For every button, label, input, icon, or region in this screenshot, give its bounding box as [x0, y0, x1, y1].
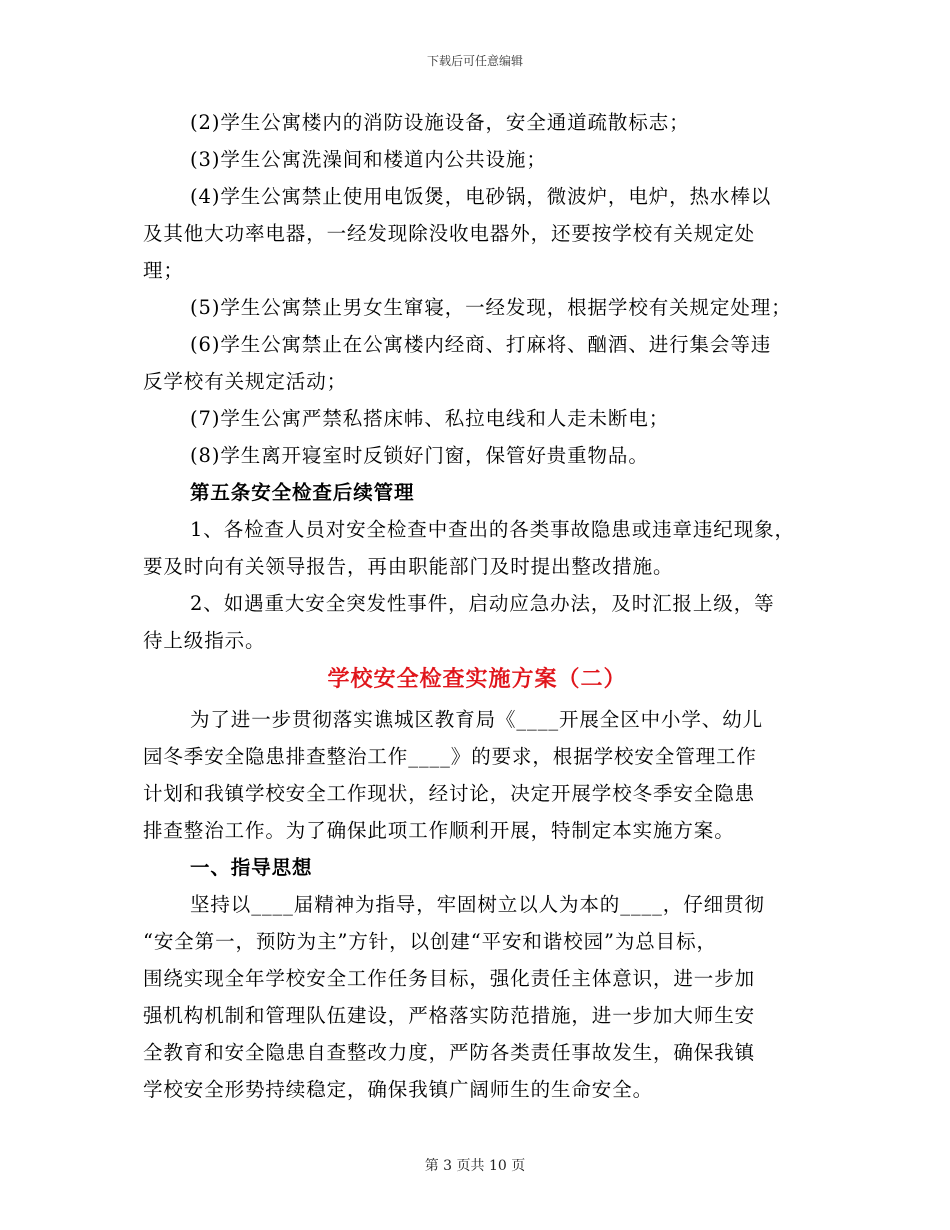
paragraph-line: 园冬季安全隐患排查整治工作____》的要求，根据学校安全管理工作 — [143, 745, 757, 768]
page-footer: 第 3 页共 10 页 — [424, 1158, 526, 1174]
text-block-top — [143, 104, 811, 659]
paragraph-line: 围绕实现全年学校安全工作任务目标，强化责任主体意识，进一步加 — [143, 967, 756, 990]
paragraph-line: 强机构机制和管理队伍建设，严格落实防范措施，进一步加大师生安 — [143, 1004, 756, 1027]
paragraph-line: (5)学生公寓禁止男女生窜寝，一经发现，根据学校有关规定处理； — [190, 296, 792, 319]
paragraph-line: 计划和我镇学校安全工作现状，经讨论，决定开展学校冬季安全隐患 — [143, 782, 756, 805]
paragraph-line: 待上级指示。 — [143, 629, 266, 652]
paragraph-line: 排查整治工作。为了确保此项工作顺利开展，特制定本实施方案。 — [143, 819, 735, 842]
document-body — [143, 104, 811, 1108]
paragraph-line: 理； — [143, 259, 184, 282]
paragraph-line: (7)学生公寓严禁私搭床帏、私拉电线和人走未断电； — [190, 407, 670, 430]
paragraph-line: (6)学生公寓禁止在公寓楼内经商、打麻将、酗酒、进行集会等违 — [190, 333, 772, 356]
paragraph-line: 学校安全形势持续稳定，确保我镇广阔师生的生命安全。 — [143, 1078, 654, 1101]
text-block-bottom — [143, 701, 811, 1108]
paragraph-line: 2、如遇重大安全突发性事件，启动应急办法，及时汇报上级，等 — [190, 592, 775, 615]
paragraph-line: (8)学生离开寝室时反锁好门窗，保管好贵重物品。 — [190, 444, 649, 467]
section-heading: 第五条安全检查后续管理 — [190, 481, 415, 504]
paragraph-line: (4)学生公寓禁止使用电饭煲，电砂锅，微波炉，电炉，热水棒以 — [190, 185, 772, 208]
paragraph-line: (2)学生公寓楼内的消防设施设备，安全通道疏散标志； — [190, 111, 690, 134]
paragraph-line: 1、各检查人员对安全检查中查出的各类事故隐患或违章违纪现象， — [190, 518, 795, 541]
paragraph-line: “安全第一，预防为主”方针，以创建“平安和谐校园”为总目标， — [143, 930, 717, 953]
paragraph-line: 及其他大功率电器，一经发现除没收电器外，还要按学校有关规定处 — [143, 222, 756, 245]
paragraph-line: 坚持以____届精神为指导，牢固树立以人为本的____，仔细贯彻 — [190, 893, 765, 916]
paragraph-line: 全教育和安全隐患自查整改力度，严防各类责任事故发生，确保我镇 — [143, 1041, 756, 1064]
page-header: 下载后可任意编辑 — [426, 54, 523, 68]
paragraph-line: 要及时向有关领导报告，再由职能部门及时提出整改措施。 — [143, 555, 674, 578]
section-title: 学校安全检查实施方案（二） — [327, 667, 627, 692]
paragraph-line: 反学校有关规定活动； — [143, 370, 348, 393]
paragraph-line: 为了进一步贯彻落实谯城区教育局《____开展全区中小学、幼儿 — [190, 708, 764, 731]
section-heading: 一、指导思想 — [190, 856, 313, 879]
paragraph-line: (3)学生公寓洗澡间和楼道内公共设施； — [190, 148, 547, 171]
